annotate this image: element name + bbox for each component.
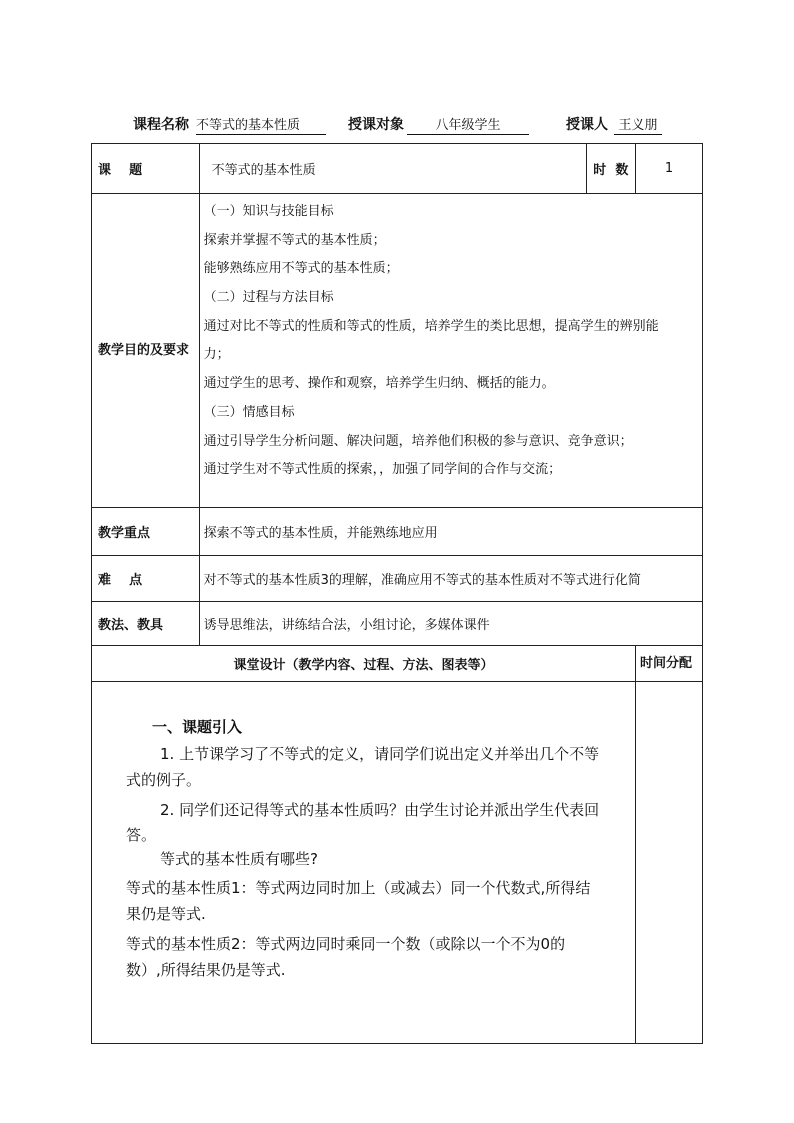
design-content [92, 682, 636, 1044]
content-line: 2. 同学们还记得等式的基本性质吗？由学生讨论并派出学生代表回 [160, 801, 600, 819]
time-allocation-header: 时间分配 [635, 646, 702, 682]
objective-line: 通过学生对不等式性质的探索，，加强了同学间的合作与交流； [203, 462, 562, 478]
lesson-header [0, 114, 794, 134]
teacher-value: 王义朋 [614, 114, 662, 135]
content-line: 果仍是等式. [126, 905, 206, 923]
difficulties-value: 对不等式的基本性质3的理解，准确应用不等式的基本性质对不等式进行化简 [199, 556, 702, 602]
topic-label: 课 题 [92, 144, 200, 194]
design-content-row [92, 682, 703, 1044]
content-line: 1. 上节课学习了不等式的定义，请同学们说出定义并举出几个不等 [160, 745, 600, 763]
topic-row [92, 144, 703, 194]
time-allocation-cell [635, 682, 702, 1044]
objective-line: 能够熟练应用不等式的基本性质； [203, 261, 399, 277]
section-heading: 一、课题引入 [152, 718, 243, 736]
audience-value: 八年级学生 [407, 114, 529, 135]
objectives-row [92, 194, 703, 508]
hours-label: 时 数 [587, 144, 636, 194]
content-line: 等式的基本性质2：等式两边同时乘同一个数（或除以一个不为0的 [126, 935, 566, 953]
methods-label: 教法、教具 [92, 602, 200, 646]
objective-line: （三）情感目标 [203, 404, 295, 420]
design-header: 课堂设计（教学内容、过程、方法、图表等） [92, 646, 636, 682]
methods-value: 诱导思维法，讲练结合法，小组讨论，多媒体课件 [199, 602, 702, 646]
objectives-content [199, 194, 702, 508]
content-line: 等式的基本性质有哪些? [160, 850, 318, 868]
difficulties-label: 难 点 [92, 556, 200, 602]
teacher-label: 授课人 [566, 117, 608, 133]
objective-line: 通过对比不等式的性质和等式的性质，培养学生的类比思想，提高学生的辨别能 [203, 318, 659, 334]
objective-line: 探索并掌握不等式的基本性质； [203, 232, 386, 248]
audience-label: 授课对象 [348, 117, 404, 133]
content-line: 答。 [126, 826, 157, 844]
objective-line: 通过学生的思考、操作和观察，培养学生归纳、概括的能力。 [203, 376, 555, 392]
lesson-plan-table [91, 143, 703, 1044]
course-name-label: 课程名称 [133, 117, 189, 133]
hours-value: 1 [635, 144, 702, 194]
objectives-label: 教学目的及要求 [92, 194, 200, 508]
difficulties-row [92, 556, 703, 602]
methods-row [92, 602, 703, 646]
content-line: 数）,所得结果仍是等式. [126, 961, 286, 979]
design-header-row [92, 646, 703, 682]
objective-line: 通过引导学生分析问题、解决问题，培养他们积极的参与意识、竞争意识； [203, 433, 633, 449]
key-points-label: 教学重点 [92, 508, 200, 556]
objective-line: （二）过程与方法目标 [203, 290, 334, 306]
objective-line: （一）知识与技能目标 [203, 204, 334, 219]
content-line: 等式的基本性质1：等式两边同时加上（或减去）同一个代数式,所得结 [126, 879, 591, 897]
key-points-row [92, 508, 703, 556]
objective-line: 力； [203, 347, 230, 363]
content-line: 式的例子。 [126, 771, 202, 789]
key-points-value: 探索不等式的基本性质，并能熟练地应用 [199, 508, 702, 556]
course-name-value: 不等式的基本性质 [196, 114, 326, 135]
topic-value: 不等式的基本性质 [199, 144, 587, 194]
